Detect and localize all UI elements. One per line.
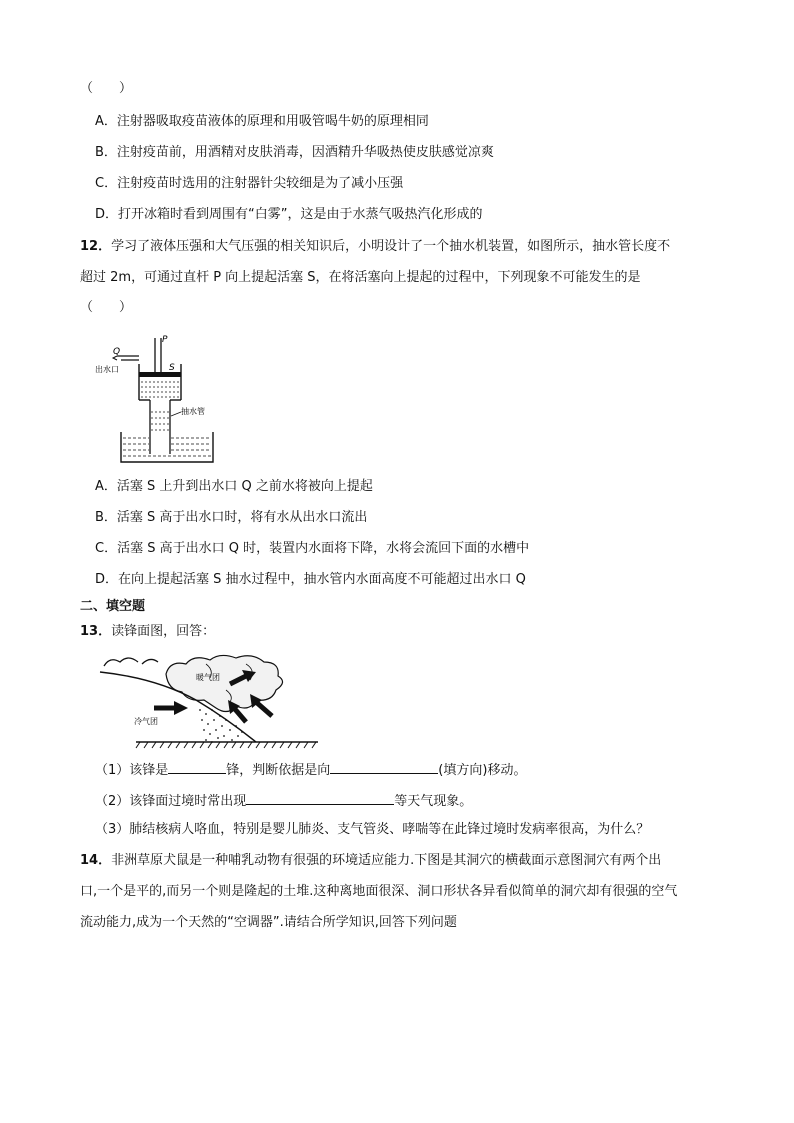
- q12-stem-line1: [80, 238, 670, 256]
- q11-option-d: D．打开冰箱时看到周围有“白雾”，这是由于水蒸气吸热汽化形成的: [95, 207, 483, 222]
- label-warm-air: 暖气团: [196, 673, 220, 682]
- q11-answer-paren: （ ）: [80, 81, 133, 96]
- label-P: P: [162, 335, 168, 345]
- label-outlet: 出水口: [95, 365, 119, 374]
- q13-blank-front-type[interactable]: [168, 759, 226, 774]
- pump-figure: [95, 332, 215, 464]
- q14-line2: 口,一个是平的,而另一个则是隆起的土堆.这种离地面很深、洞口形状各异看似简单的洞穴却有很强的空气: [80, 884, 678, 899]
- q12-option-d: D．在向上提起活塞 S 抽水过程中，抽水管内水面高度不可能超过出水口 Q: [95, 572, 526, 587]
- q14-line3: 流动能力,成为一个天然的“空调器”.请结合所学知识,回答下列问题: [80, 915, 457, 930]
- label-Q: Q: [113, 347, 121, 357]
- q13-stem-text: 读锋面图，回答：: [111, 624, 216, 639]
- label-S: S: [169, 363, 175, 373]
- q13-sub1-text-b: 锋，判断依据是向: [226, 763, 331, 778]
- q14-number: 14．: [80, 853, 112, 868]
- label-cold-air: 冷气团: [134, 717, 158, 726]
- q13-stem: [80, 623, 215, 641]
- q12-number: 12．: [80, 239, 112, 254]
- q12-stem-text1: 学习了液体压强和大气压强的相关知识后，小明设计了一个抽水机装置，如图所示，抽水管长度不: [111, 239, 671, 254]
- q12-option-c: C．活塞 S 高于出水口 Q 时，装置内水面将下降，水将会流回下面的水槽中: [95, 541, 530, 556]
- q12-answer-paren: （ ）: [80, 300, 133, 315]
- section-title: 二、填空题: [80, 599, 146, 614]
- q12-option-b: B．活塞 S 高于出水口时，将有水从出水口流出: [95, 510, 368, 525]
- q13-sub1-text-c: (填方向)移动。: [438, 763, 527, 778]
- q11-option-c: C．注射疫苗时选用的注射器针尖较细是为了减小压强: [95, 176, 404, 191]
- q13-sub2: [95, 790, 472, 811]
- q13-sub1-text-a: （1）该锋是: [95, 763, 169, 778]
- q13-blank-direction[interactable]: [330, 759, 438, 774]
- q13-number: 13．: [80, 624, 112, 639]
- q13-sub2-text-b: 等天气现象。: [394, 794, 473, 809]
- q11-option-b: B．注射疫苗前，用酒精对皮肤消毒，因酒精升华吸热使皮肤感觉凉爽: [95, 145, 494, 160]
- q12-stem-line2: 超过 2m，可通过直杆 P 向上提起活塞 S，在将活塞向上提起的过程中，下列现象不可能发生的是: [80, 270, 641, 285]
- q13-sub2-text-a: （2）该锋面过境时常出现: [95, 794, 247, 809]
- q13-sub3: （3）肺结核病人咯血，特别是婴儿肺炎、支气管炎、哮喘等在此锋过境时发病率很高，为什么？: [95, 822, 650, 837]
- label-pipe: 抽水管: [181, 407, 205, 416]
- q13-blank-weather[interactable]: [246, 790, 394, 805]
- q13-sub1: [95, 759, 526, 780]
- front-diagram: [96, 650, 321, 750]
- q12-option-a: A．活塞 S 上升到出水口 Q 之前水将被向上提起: [95, 479, 373, 494]
- q14-line1: [80, 852, 661, 870]
- q14-text1: 非洲草原犬鼠是一种哺乳动物有很强的环境适应能力.下图是其洞穴的横截面示意图洞穴有两个出: [111, 853, 662, 868]
- q11-option-a: A．注射器吸取疫苗液体的原理和用吸管喝牛奶的原理相同: [95, 114, 429, 129]
